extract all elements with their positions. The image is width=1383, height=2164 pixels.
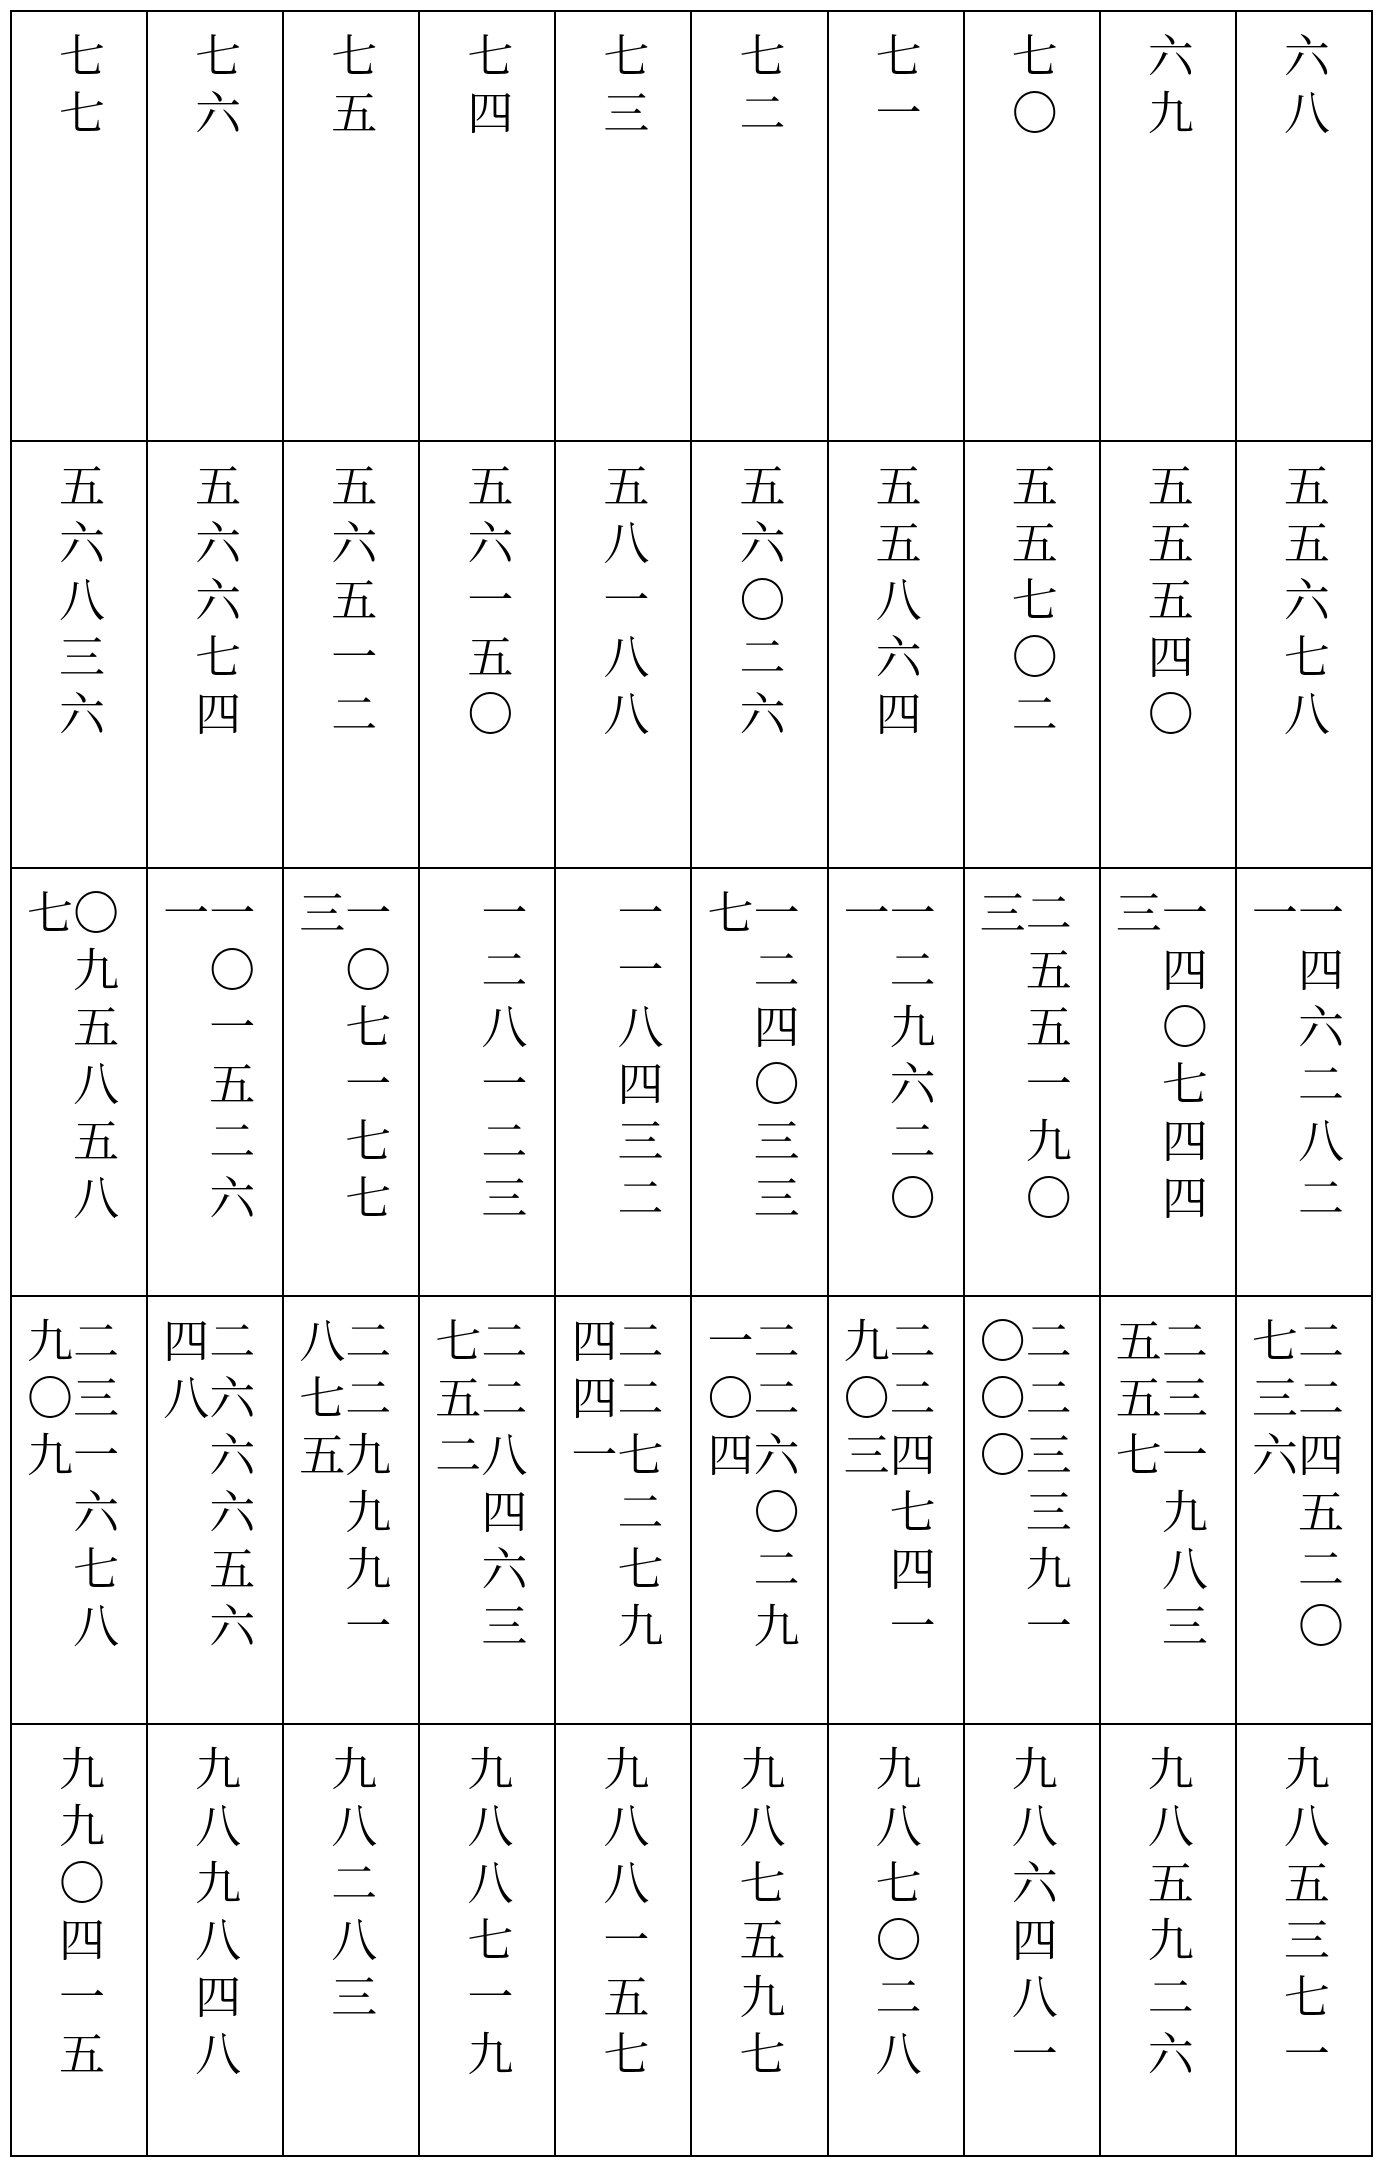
hits-cell [1236, 868, 1372, 1296]
ledger-table [10, 10, 1373, 2157]
total-cell-text: 九八七〇二八 [868, 1745, 923, 2087]
big-cell [419, 1296, 555, 1724]
hits-cell-note: 七 [700, 889, 755, 946]
value-cell [1236, 441, 1372, 868]
hits-cell [147, 868, 283, 1296]
value-cell [964, 441, 1100, 868]
hits-cell-note: 一 [1244, 889, 1299, 946]
index-cell-text: 七四 [460, 32, 515, 146]
hits-cell-text: 一四〇七四四 [1154, 889, 1209, 1231]
value-cell-text: 五五七〇二 [1004, 462, 1059, 747]
big-cell-note: 四八 [156, 1317, 211, 1431]
value-cell [419, 441, 555, 868]
index-cell-text: 六九 [1140, 32, 1195, 146]
total-cell [691, 1724, 827, 2156]
index-cell [419, 11, 555, 441]
total-cell-text: 九八九八四八 [188, 1745, 243, 2087]
index-cell [828, 11, 964, 441]
total-cell-text: 九八二八三 [324, 1745, 379, 2030]
total-cell [1100, 1724, 1236, 2156]
index-cell [147, 11, 283, 441]
big-cell-text: 二二三三九一 [1018, 1317, 1073, 1659]
hits-cell-note: 三 [1108, 889, 1163, 946]
big-cell-text: 二三一九八三 [1154, 1317, 1209, 1659]
big-cell-note: 八七五 [292, 1317, 347, 1488]
big-cell [283, 1296, 419, 1724]
total-cell [1236, 1724, 1372, 2156]
value-cell-text: 五六五一二 [324, 462, 379, 747]
index-cell [1100, 11, 1236, 441]
big-cell [555, 1296, 691, 1724]
value-cell-text: 五五六七八 [1276, 462, 1331, 747]
hits-cell [1100, 868, 1236, 1296]
big-cell-note: 五五七 [1108, 1317, 1163, 1488]
value-cell-text: 五六〇二六 [732, 462, 787, 747]
big-cell-text: 二三一六七八 [66, 1317, 121, 1659]
value-cell-text: 五五八六四 [868, 462, 923, 747]
total-cell [419, 1724, 555, 2156]
value-cell [283, 441, 419, 868]
big-cell-note: 九〇九 [20, 1317, 74, 1488]
value-cell-text: 五六六七四 [188, 462, 243, 747]
index-cell [11, 11, 147, 441]
row-totals [11, 1724, 1372, 2156]
big-cell [691, 1296, 827, 1724]
value-cell [691, 441, 827, 868]
big-cell-note: 七三六 [1244, 1317, 1299, 1488]
big-cell-text: 二二四五二〇 [1291, 1317, 1345, 1659]
index-cell-text: 七三 [596, 32, 651, 146]
value-cell-text: 五八一八八 [596, 462, 651, 747]
hits-cell-text: 〇九五八五八 [66, 889, 121, 1231]
index-cell-text: 七六 [188, 32, 243, 146]
value-cell [1100, 441, 1236, 868]
hits-cell-text: 一〇一五二六 [202, 889, 257, 1231]
total-cell [828, 1724, 964, 2156]
big-cell [11, 1296, 147, 1724]
hits-cell-text: 一〇七一七七 [338, 889, 393, 1231]
row-values [11, 441, 1372, 868]
total-cell [964, 1724, 1100, 2156]
hits-cell [964, 868, 1100, 1296]
big-cell-note: 七五二 [428, 1317, 483, 1488]
big-cell-note: 〇〇〇 [972, 1317, 1027, 1488]
value-cell [147, 441, 283, 868]
hits-cell [283, 868, 419, 1296]
value-cell-text: 五六一五〇 [460, 462, 515, 747]
hits-cell-note: 三 [972, 889, 1027, 946]
total-cell-text: 九八八一五七 [596, 1745, 651, 2087]
total-cell [555, 1724, 691, 2156]
total-cell [283, 1724, 419, 2156]
big-cell-text: 二二八四六三 [474, 1317, 529, 1659]
value-cell [11, 441, 147, 868]
total-cell [147, 1724, 283, 2156]
big-cell [1100, 1296, 1236, 1724]
hits-cell-text: 一四六二八二 [1291, 889, 1345, 1231]
index-cell [1236, 11, 1372, 441]
index-cell-text: 七七 [52, 32, 107, 146]
hits-cell [555, 868, 691, 1296]
big-cell [964, 1296, 1100, 1724]
big-cell [1236, 1296, 1372, 1724]
total-cell-text: 九八七五九七 [732, 1745, 787, 2087]
index-cell-text: 七一 [868, 32, 923, 146]
hits-cell [828, 868, 964, 1296]
value-cell-text: 五六八三六 [52, 462, 107, 747]
big-cell-text: 二二六〇二九 [746, 1317, 801, 1659]
row-big [11, 1296, 1372, 1724]
hits-cell-note: 一 [836, 889, 891, 946]
big-cell [828, 1296, 964, 1724]
big-cell-text: 二二四七四一 [882, 1317, 937, 1659]
index-cell-text: 七〇 [1004, 32, 1059, 146]
index-cell-text: 六八 [1276, 32, 1331, 146]
hits-cell-text: 一二八一二三 [474, 889, 529, 1231]
row-hits [11, 868, 1372, 1296]
hits-cell [419, 868, 555, 1296]
hits-cell-text: 一二四〇三三 [746, 889, 801, 1231]
hits-cell [691, 868, 827, 1296]
index-cell [691, 11, 827, 441]
index-cell-text: 七二 [732, 32, 787, 146]
hits-cell-text: 一二九六二〇 [882, 889, 937, 1231]
hits-cell-text: 二五五一九〇 [1018, 889, 1073, 1231]
total-cell-text: 九九〇四一五 [52, 1745, 107, 2087]
hits-cell-note: 一 [156, 889, 211, 946]
total-cell-text: 九八五三七一 [1276, 1745, 1331, 2087]
index-cell [283, 11, 419, 441]
big-cell-text: 二六六六五六 [202, 1317, 257, 1659]
row-index [11, 11, 1372, 441]
total-cell-text: 九八六四八一 [1004, 1745, 1059, 2087]
value-cell [555, 441, 691, 868]
hits-cell-note: 三 [292, 889, 347, 946]
value-cell [828, 441, 964, 868]
big-cell-note: 九〇三 [836, 1317, 891, 1488]
value-cell-text: 五五五四〇 [1140, 462, 1195, 747]
big-cell [147, 1296, 283, 1724]
hits-cell-note: 七 [20, 889, 74, 946]
total-cell [11, 1724, 147, 2156]
index-cell [555, 11, 691, 441]
total-cell-text: 九八八七一九 [460, 1745, 515, 2087]
big-cell-note: 四四一 [564, 1317, 619, 1488]
hits-cell-text: 一一八四三二 [610, 889, 665, 1231]
big-cell-note: 一〇四 [700, 1317, 755, 1488]
total-cell-text: 九八五九二六 [1140, 1745, 1195, 2087]
index-cell [964, 11, 1100, 441]
index-cell-text: 七五 [324, 32, 379, 146]
big-cell-text: 二二七二七九 [610, 1317, 665, 1659]
hits-cell [11, 868, 147, 1296]
big-cell-text: 二二九九九一 [338, 1317, 393, 1659]
